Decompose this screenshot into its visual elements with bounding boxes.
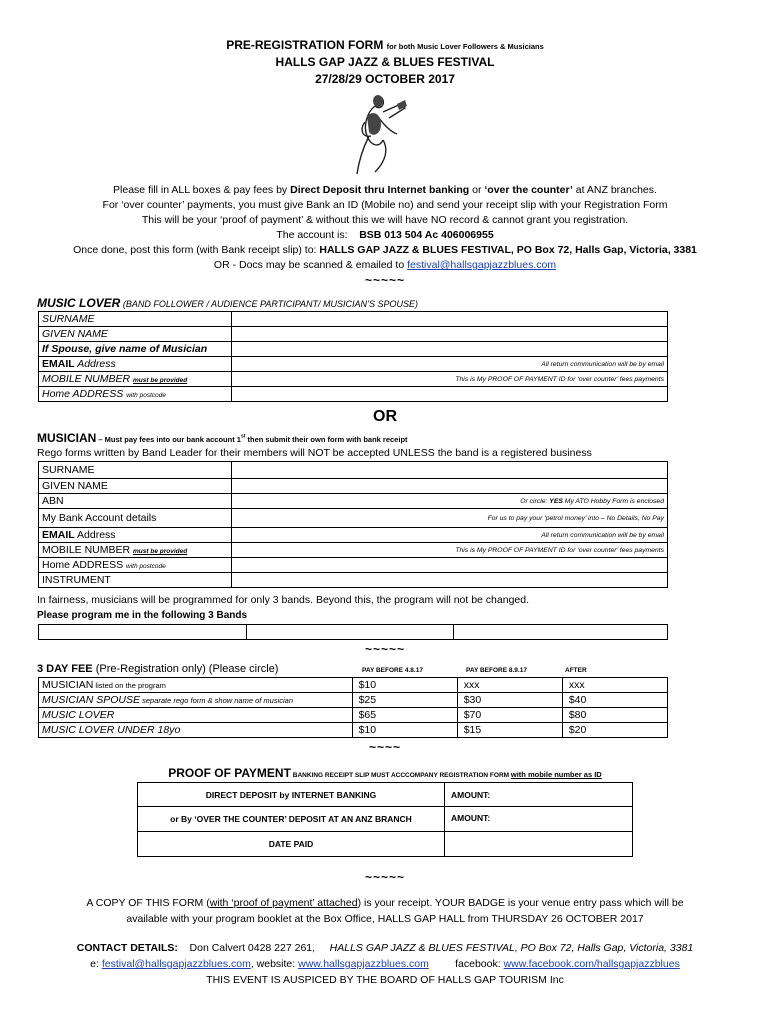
field-label (39, 528, 232, 543)
note-text: My ATO Hobby Form is enclosed (562, 497, 664, 505)
section-subtitle: – Must pay fees into our bank account 1 (96, 435, 241, 444)
music-lover-heading (37, 296, 418, 310)
auspice-note: THIS EVENT IS AUSPICED BY THE BOARD OF HALLS GAP TOURISM Inc (206, 974, 564, 986)
intro-text: This will be your ‘proof of payment’ & without this we will have NO record & cannot grant you registration. (141, 214, 629, 226)
fee-col-header: AFTER (565, 667, 587, 674)
mobile-input[interactable] (232, 372, 668, 387)
fee-label (39, 678, 353, 693)
fee-row (39, 723, 668, 738)
given-name-input[interactable] (232, 479, 668, 494)
surname-input[interactable] (232, 312, 668, 327)
section-subtitle: (BAND FOLLOWER / AUDIENCE PARTICIPANT/ MUSICIAN’S SPOUSE) (120, 299, 419, 309)
form-title-sub: for both Music Lover Followers & Musicians (386, 42, 544, 51)
surname-input[interactable] (232, 462, 668, 479)
intro-text: or (469, 184, 485, 196)
receipt-text: available with your program booklet at the Box Office, HALLS GAP HALL from THURSDAY 26 OCTOBER 2017 (126, 913, 644, 925)
receipt-text-underlined: with ‘proof of payment’ attached (209, 897, 358, 909)
spouse-input[interactable] (232, 342, 668, 357)
fee-value[interactable]: $25 (352, 693, 457, 708)
fees-subtitle: (Pre-Registration only) (Please circle) (92, 663, 279, 675)
field-label: INSTRUMENT (39, 573, 232, 588)
intro-text: Once done, post this form (with Bank receipt slip) to: (73, 244, 320, 256)
form-header (0, 38, 770, 86)
amount-input[interactable] (445, 783, 633, 807)
fee-label (39, 723, 353, 738)
fee-col-header: PAY BEFORE 4.8.17 (362, 667, 423, 674)
fee-value[interactable]: xxx (562, 678, 667, 693)
facebook-link[interactable]: www.facebook.com/hallsgapjazzblues (503, 958, 680, 970)
address-input[interactable] (232, 558, 668, 573)
music-lover-table (38, 311, 668, 402)
contact-address: HALLS GAP JAZZ & BLUES FESTIVAL, PO Box 72, Halls Gap, Victoria, 3381 (329, 942, 694, 954)
account-number: BSB 013 504 Ac 406006955 (359, 229, 494, 241)
facebook-label: facebook: (455, 958, 504, 970)
musician-heading (37, 431, 408, 445)
label-bold: EMAIL (42, 358, 75, 370)
or-divider: OR (373, 408, 397, 425)
note-text: Or circle: (520, 497, 550, 505)
label-text: MOBILE NUMBER (42, 373, 134, 385)
field-label: My Bank Account details (39, 509, 232, 528)
amount-input[interactable] (445, 807, 633, 832)
section-subtitle: then submit their own form with bank receipt (245, 435, 408, 444)
fee-value[interactable]: xxx (457, 678, 562, 693)
footer-email-link[interactable]: festival@hallsgapjazzblues.com (101, 958, 251, 970)
program-label: Please program me in the following 3 Bands (37, 610, 248, 621)
fee-row (39, 708, 668, 723)
label-note: with postcode (126, 563, 166, 570)
field-label: SURNAME (39, 312, 232, 327)
bands-table (38, 624, 668, 640)
fee-value[interactable]: $40 (562, 693, 667, 708)
field-label (39, 357, 232, 372)
given-name-input[interactable] (232, 327, 668, 342)
label-note: with postcode (126, 392, 166, 399)
fee-value[interactable]: $80 (562, 708, 667, 723)
field-note: This is My PROOF OF PAYMENT ID for ‘over counter’ fees payments (455, 546, 664, 554)
field-note: For us to pay your ‘petrol money’ into – No Details, No Pay (487, 514, 664, 522)
field-note (520, 498, 664, 505)
rego-note: Rego forms written by Band Leader for their members will NOT be accepted UNLESS the band is a registered business (37, 447, 592, 459)
fees-table (38, 677, 668, 738)
intro-block (0, 183, 770, 288)
amount-label: AMOUNT: (451, 789, 491, 800)
label-rest: Address (74, 358, 116, 370)
contact-name: Don Calvert 0428 227 261, (189, 942, 316, 954)
fee-row (39, 693, 668, 708)
fee-value[interactable]: $15 (457, 723, 562, 738)
band-3-input[interactable] (454, 625, 668, 640)
field-label: GIVEN NAME (39, 479, 232, 494)
field-note: This is My PROOF OF PAYMENT ID for ‘over counter’ fees payments (455, 375, 664, 383)
proof-row-label: DATE PAID (138, 832, 445, 857)
saxophone-player-logo (345, 92, 415, 178)
intro-text: at ANZ branches. (572, 184, 657, 196)
fee-label-note: separate rego form & show name of musician (140, 696, 294, 705)
fee-label-note: listed on the program (93, 681, 166, 690)
field-label (39, 543, 232, 558)
fee-label-text: MUSICIAN (42, 679, 94, 691)
fairness-note: In fairness, musicians will be programmed for only 3 bands. Beyond this, the program will not be changed. (37, 594, 530, 606)
receipt-text: A COPY OF THIS FORM ( (86, 897, 210, 909)
address-input[interactable] (232, 387, 668, 402)
proof-note-underlined: with mobile number as ID (510, 770, 602, 779)
section-subtitle-sup: st (240, 433, 246, 440)
email-link[interactable]: festival@hallsgapjazzblues.com (407, 259, 557, 271)
email-input[interactable] (232, 357, 668, 372)
field-note: All return communication will be by email (541, 531, 664, 539)
label-note: must be provided (133, 548, 188, 555)
proof-note: BANKING RECEIPT SLIP MUST ACCCOMPANY REGISTRATION FORM (290, 772, 511, 779)
label-text: Home ADDRESS (42, 388, 127, 400)
website-label: , website: (250, 958, 299, 970)
intro-text: Direct Deposit thru Internet banking (290, 184, 470, 196)
instrument-input[interactable] (232, 573, 668, 588)
field-label (39, 558, 232, 573)
intro-text: Please fill in ALL boxes & pay fees by (113, 184, 291, 196)
fee-value[interactable]: $30 (457, 693, 562, 708)
proof-table (137, 782, 633, 857)
postal-address: HALLS GAP JAZZ & BLUES FESTIVAL, PO Box 72, Halls Gap, Victoria, 3381 (319, 244, 697, 256)
intro-text: ‘over the counter’ (484, 184, 573, 196)
bank-input[interactable] (232, 509, 668, 528)
separator: ~~~~~ (364, 870, 406, 884)
field-label: ABN (39, 494, 232, 509)
yes-option[interactable]: YES (549, 497, 563, 505)
fee-label-text: MUSIC LOVER UNDER 18yo (42, 724, 181, 736)
festival-dates: 27/28/29 OCTOBER 2017 (315, 72, 455, 86)
fee-value[interactable]: $20 (562, 723, 667, 738)
separator: ~~~~ (368, 740, 402, 754)
label-text: MOBILE NUMBER (42, 544, 134, 556)
section-title: MUSIC LOVER (37, 296, 121, 310)
section-title: MUSICIAN (37, 431, 97, 445)
date-paid-input[interactable] (445, 832, 633, 857)
website-link[interactable]: www.hallsgapjazzblues.com (298, 958, 429, 970)
label-rest: Address (74, 529, 116, 541)
account-label: The account is: (276, 229, 348, 241)
intro-text: For ‘over counter’ payments, you must give Bank an ID (Mobile no) and send your receipt slip with your Registration Form (102, 199, 668, 211)
fee-value[interactable]: $65 (352, 708, 457, 723)
intro-text: OR - Docs may be scanned & emailed to (213, 259, 408, 271)
form-title: PRE-REGISTRATION FORM (226, 38, 384, 52)
proof-title: PROOF OF PAYMENT (168, 766, 291, 780)
field-label: SURNAME (39, 462, 232, 479)
fee-label-text: MUSICIAN SPOUSE (42, 694, 141, 706)
field-note: All return communication will be by email (541, 360, 664, 368)
field-label: GIVEN NAME (39, 327, 232, 342)
fees-title: 3 DAY FEE (37, 663, 93, 675)
fees-heading (37, 663, 278, 675)
email-input[interactable] (232, 528, 668, 543)
proof-row-label: or By ‘OVER THE COUNTER’ DEPOSIT AT AN ANZ BRANCH (138, 807, 445, 832)
field-label (39, 372, 232, 387)
receipt-note (0, 895, 770, 927)
separator: ~~~~~ (364, 273, 406, 287)
contact-label: CONTACT DETAILS: (76, 942, 178, 954)
receipt-text: ) is your receipt. YOUR BADGE is your venue entry pass which will be (357, 897, 684, 909)
band-2-input[interactable] (246, 625, 454, 640)
proof-heading (0, 766, 770, 780)
fee-label-text: MUSIC LOVER (42, 709, 115, 721)
festival-name: HALLS GAP JAZZ & BLUES FESTIVAL (275, 55, 495, 69)
contact-block (0, 940, 770, 988)
musician-table (38, 461, 668, 588)
fee-value[interactable]: $10 (352, 678, 457, 693)
fee-label (39, 708, 353, 723)
fee-value[interactable]: $10 (352, 723, 457, 738)
label-text: Home ADDRESS (42, 559, 127, 571)
label-note: must be provided (133, 377, 188, 384)
fee-col-header: PAY BEFORE 8.9.17 (466, 667, 527, 674)
email-label: e: (90, 958, 102, 970)
fee-row (39, 678, 668, 693)
proof-row-label: DIRECT DEPOSIT by INTERNET BANKING (138, 783, 445, 807)
abn-input[interactable] (232, 494, 668, 509)
mobile-input[interactable] (232, 543, 668, 558)
band-1-input[interactable] (39, 625, 247, 640)
fee-value[interactable]: $70 (457, 708, 562, 723)
label-bold: EMAIL (42, 529, 75, 541)
fee-label (39, 693, 353, 708)
separator: ~~~~~ (364, 642, 406, 656)
field-label: If Spouse, give name of Musician (39, 342, 232, 357)
field-label (39, 387, 232, 402)
amount-label: AMOUNT: (451, 813, 491, 823)
